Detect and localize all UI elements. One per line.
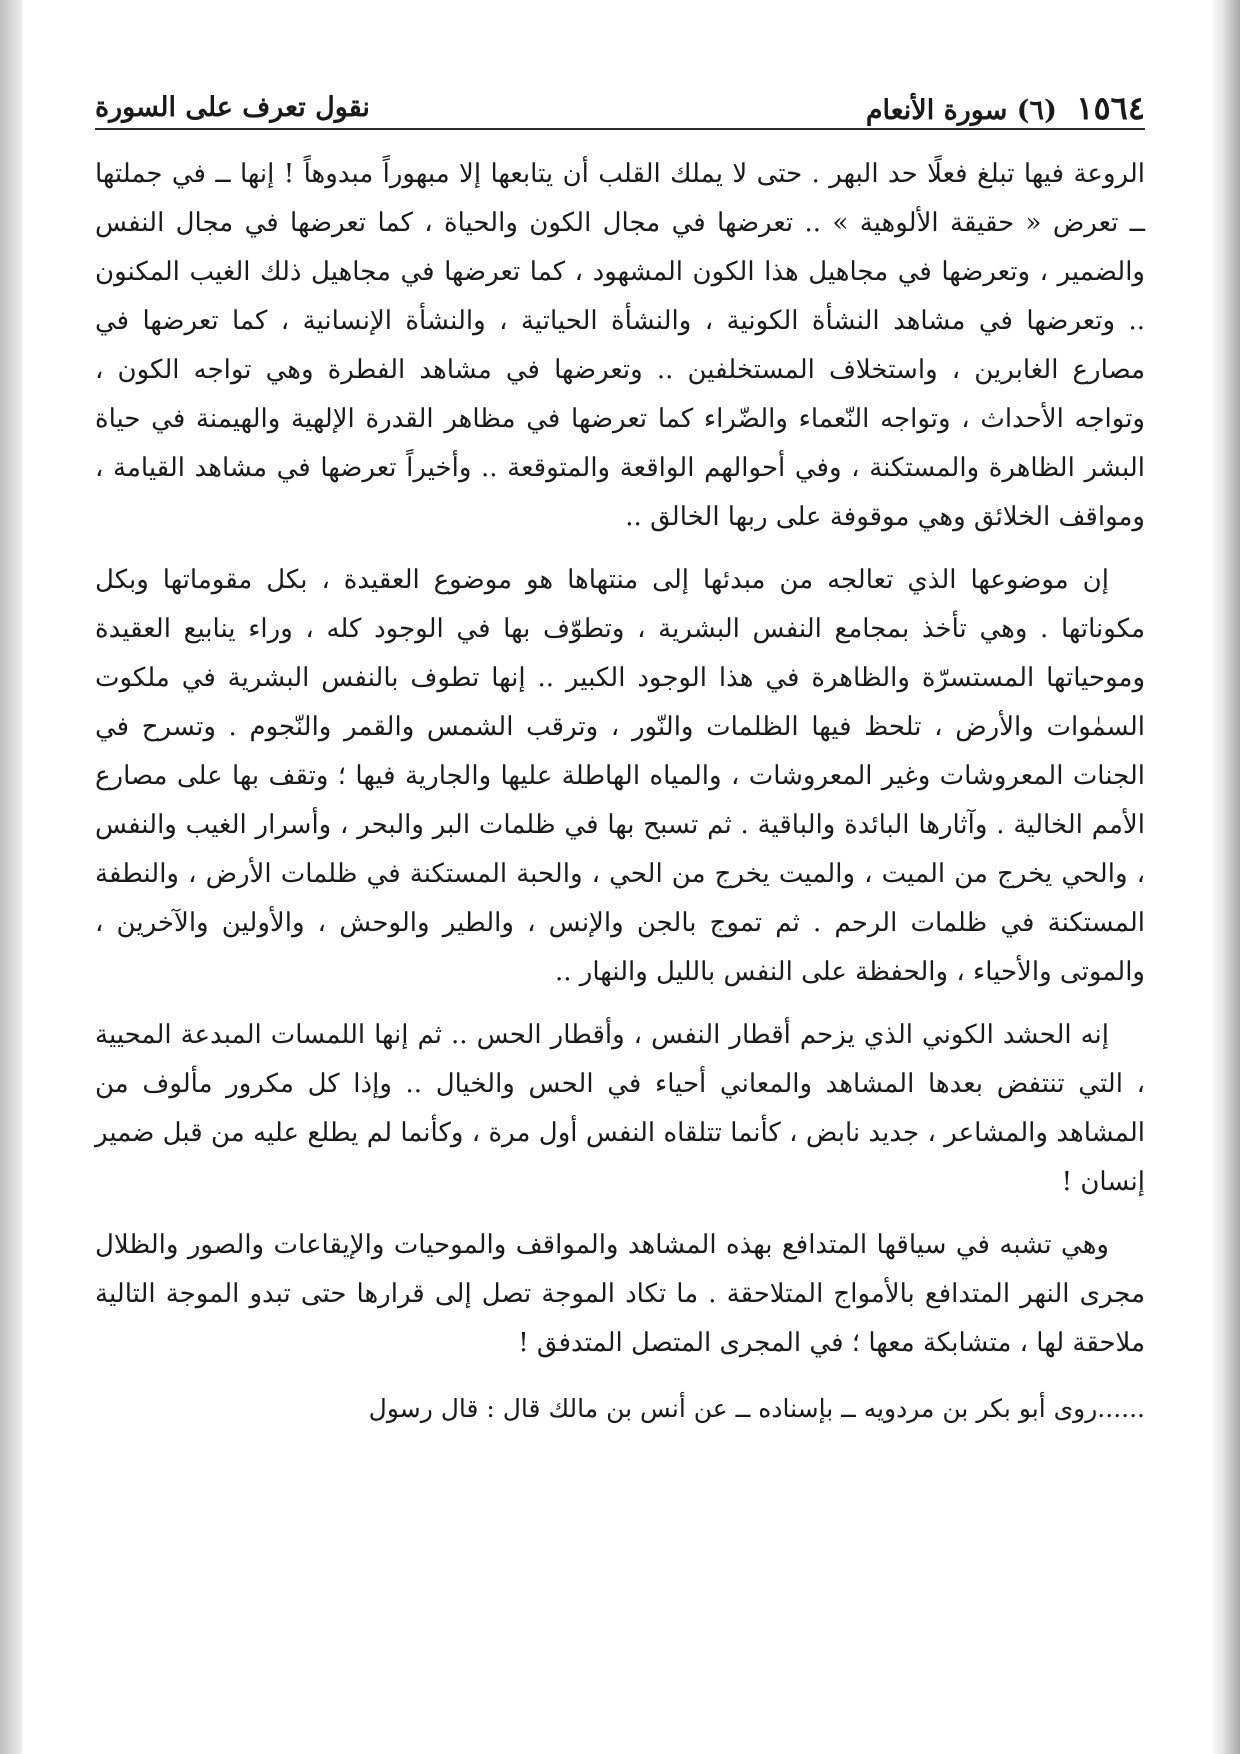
book-page	[95, 80, 1145, 1730]
scan-edge-left	[0, 0, 22, 1754]
header-right	[866, 88, 1145, 131]
paragraph-4: وهي تشبه في سياقها المتدافع بهذه المشاهد والمواقف والموحيات والإيقاعات والصور والظلال مجرى النهر المتدافع بالأمواج المتلاحقة . ما تكاد الموجة تصل إلى قرارها حتى تبدو الموجة التالية ملاحقة لها ، متشابكة معها ؛ في المجرى المتصل المتدفق !	[95, 1230, 1145, 1358]
paragraph-3: إنه الحشد الكوني الذي يزحم أقطار النفس ، وأقطار الحس .. ثم إنها اللمسات المبدعة المحيية ، التي تنتفض بعدها المشاهد والمعاني أحياء في الحس والخيال .. وإذا كل مكرور مألوف من المشاهد والمشاعر ، جديد نابض ، كأنما تتلقاه النفس أول مرة ، وكأنما لم يطلع عليه من قبل ضمير إنسان !	[95, 1020, 1145, 1197]
paragraph-2: إن موضوعها الذي تعالجه من مبدئها إلى منتهاها هو موضوع العقيدة ، بكل مقوماتها وبكل مكوناتها . وهي تأخذ بمجامع النفس البشرية ، وتطوّف بها في الوجود كله ، وراء ينابيع العقيدة وموحياتها المستسرّة والظاهرة في هذا الوجود الكبير .. إنها تطوف بالنفس البشرية في ملكوت السمٰوات والأرض ، تلحظ فيها الظلمات والنّور ، وترقب الشمس والقمر والنّجوم . وتسرح في الجنات المعروشات وغير المعروشات ، والمياه الهاطلة عليها والجارية فيها ؛ وتقف بها على مصارع الأمم الخالية . وآثارها البائدة والباقية . ثم تسبح بها في ظلمات البر والبحر ، وأسرار الغيب والنفس ، والحي يخرج من الميت ، والميت يخرج من الحي ، والحبة المستكنة في ظلمات الأرض ، والنطفة المستكنة في ظلمات الرحم . ثم تموج بالجن والإنس ، والطير والوحش ، والأولين والآخرين ، والموتى والأحياء ، والحفظة على النفس بالليل والنهار ..	[95, 565, 1145, 987]
scan-edge-right	[1210, 0, 1240, 1754]
paragraph-1: الروعة فيها تبلغ فعلًا حد البهر . حتى لا يملك القلب أن يتابعها إلا مبهوراً مبدوهاً ! إنها ــ في جملتها ــ تعرض « حقيقة الألوهية » .. تعرضها في مجال الكون والحياة ، كما تعرضها في مجال النفس والضمير ، وتعرضها في مجاهيل هذا الكون المشهود ، كما تعرضها في مجاهيل ذلك الغيب المكنون .. وتعرضها في مشاهد النشأة الكونية ، والنشأة الحياتية ، والنشأة الإنسانية ، كما تعرضها في مصارع الغابرين ، واستخلاف المستخلفين .. وتعرضها في مشاهد الفطرة وهي تواجه الكون ، وتواجه الأحداث ، وتواجه النّعماء والضّراء كما تعرضها في مظاهر القدرة الإلهية والهيمنة في حياة البشر الظاهرة والمستكنة ، وفي أحوالهم الواقعة والمتوقعة .. وأخيراً تعرضها في مشاهد القيامة ، ومواقف الخلائق وهي موقوفة على ربها الخالق ..	[95, 159, 1145, 532]
trailing-line: ......روى أبو بكر بن مردويه ــ بإسناده ــ عن أنس بن مالك قال : قال رسول	[368, 1394, 1145, 1423]
body-text	[95, 150, 1145, 1432]
section-title: نقول تعرف على السورة	[95, 92, 370, 123]
running-header	[95, 80, 1145, 130]
surah-label: (٦) سورة الأنعام	[865, 95, 1057, 126]
page-number: ١٥٦٤	[1076, 89, 1145, 127]
